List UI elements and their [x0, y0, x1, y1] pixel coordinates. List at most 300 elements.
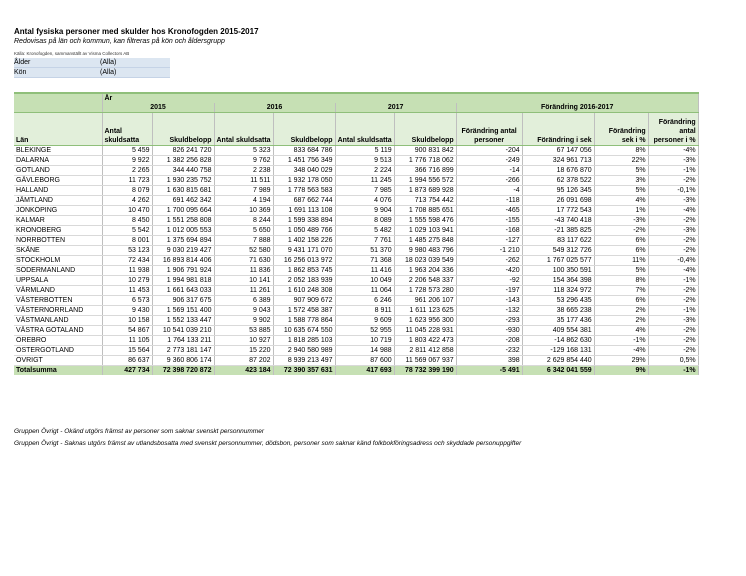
- cell-lan: SÖDERMANLAND: [14, 266, 102, 276]
- cell-lan: ÖREBRO: [14, 336, 102, 346]
- cell-amount-2015: 1 700 095 664: [152, 206, 214, 216]
- cell-amount-2016: 1 691 113 108: [273, 206, 335, 216]
- cell-chg-sek-pct: 2%: [594, 306, 648, 316]
- cell-count-2015: 2 265: [102, 166, 152, 176]
- cell-chg-sek-pct: 4%: [594, 196, 648, 206]
- cell-amount-2015: 1 382 256 828: [152, 156, 214, 166]
- cell-chg-count-pct: -2%: [648, 286, 698, 296]
- filter-table: [14, 58, 170, 78]
- cell-chg-count: -168: [456, 226, 522, 236]
- cell-chg-sek: 18 676 870: [522, 166, 594, 176]
- table-row: [14, 146, 698, 156]
- cell-chg-sek: 2 629 854 440: [522, 356, 594, 366]
- cell-chg-count: -118: [456, 196, 522, 206]
- cell-count-2017: 9 609: [335, 316, 394, 326]
- table-row: [14, 306, 698, 316]
- total-count-2015: 427 734: [102, 366, 152, 376]
- table-row: [14, 236, 698, 246]
- cell-count-2017: 5 482: [335, 226, 394, 236]
- cell-chg-count: -930: [456, 326, 522, 336]
- cell-amount-2015: 1 930 235 752: [152, 176, 214, 186]
- header-ar: År: [102, 93, 698, 103]
- cell-chg-sek-pct: 3%: [594, 176, 648, 186]
- cell-lan: JÄMTLAND: [14, 196, 102, 206]
- cell-count-2017: 9 904: [335, 206, 394, 216]
- cell-chg-count: -420: [456, 266, 522, 276]
- table-row: [14, 286, 698, 296]
- cell-count-2015: 8 079: [102, 186, 152, 196]
- cell-count-2016: 6 389: [214, 296, 273, 306]
- cell-amount-2017: 2 206 548 337: [394, 276, 456, 286]
- cell-count-2016: 9 043: [214, 306, 273, 316]
- cell-count-2015: 8 450: [102, 216, 152, 226]
- cell-chg-sek: 95 126 345: [522, 186, 594, 196]
- cell-chg-count-pct: -4%: [648, 266, 698, 276]
- cell-count-2016: 5 323: [214, 146, 273, 156]
- cell-chg-sek: 62 378 522: [522, 176, 594, 186]
- cell-count-2015: 11 105: [102, 336, 152, 346]
- header-amount-2016: Skuldbelopp: [273, 113, 335, 146]
- total-amount-2016: 72 390 357 631: [273, 366, 335, 376]
- cell-chg-sek-pct: 6%: [594, 296, 648, 306]
- cell-lan: SKÅNE: [14, 246, 102, 256]
- table-row: [14, 196, 698, 206]
- cell-amount-2015: 1 764 133 211: [152, 336, 214, 346]
- cell-count-2016: 4 194: [214, 196, 273, 206]
- cell-chg-sek-pct: 6%: [594, 236, 648, 246]
- cell-amount-2016: 1 572 458 387: [273, 306, 335, 316]
- cell-count-2015: 54 867: [102, 326, 152, 336]
- cell-amount-2016: 1 588 778 864: [273, 316, 335, 326]
- cell-chg-count-pct: -2%: [648, 336, 698, 346]
- cell-chg-count: -262: [456, 256, 522, 266]
- cell-chg-count: -1 210: [456, 246, 522, 256]
- table-row: [14, 206, 698, 216]
- total-row: [14, 366, 698, 376]
- cell-lan: HALLAND: [14, 186, 102, 196]
- cell-count-2015: 4 262: [102, 196, 152, 206]
- table-row: [14, 276, 698, 286]
- cell-amount-2015: 906 317 675: [152, 296, 214, 306]
- cell-count-2017: 8 089: [335, 216, 394, 226]
- table-row: [14, 216, 698, 226]
- cell-count-2016: 10 369: [214, 206, 273, 216]
- table-row: [14, 176, 698, 186]
- cell-chg-sek-pct: 8%: [594, 146, 648, 156]
- cell-amount-2015: 9 030 219 427: [152, 246, 214, 256]
- cell-amount-2016: 1 451 756 349: [273, 156, 335, 166]
- cell-amount-2017: 11 569 067 937: [394, 356, 456, 366]
- cell-amount-2016: 1 862 853 745: [273, 266, 335, 276]
- cell-amount-2017: 9 980 483 796: [394, 246, 456, 256]
- cell-amount-2016: 1 599 338 894: [273, 216, 335, 226]
- cell-chg-sek-pct: 5%: [594, 166, 648, 176]
- cell-count-2017: 11 245: [335, 176, 394, 186]
- cell-amount-2017: 18 023 039 549: [394, 256, 456, 266]
- cell-amount-2015: 691 462 342: [152, 196, 214, 206]
- cell-count-2015: 11 938: [102, 266, 152, 276]
- filter-value-kon[interactable]: (Alla): [100, 68, 170, 78]
- total-amount-2015: 72 398 720 872: [152, 366, 214, 376]
- cell-chg-sek: 154 364 398: [522, 276, 594, 286]
- cell-amount-2015: 826 241 720: [152, 146, 214, 156]
- cell-chg-sek: -43 740 418: [522, 216, 594, 226]
- cell-chg-sek-pct: 5%: [594, 186, 648, 196]
- cell-count-2015: 11 453: [102, 286, 152, 296]
- cell-count-2016: 11 511: [214, 176, 273, 186]
- header-chg-count-pct: Förändring antal personer i %: [648, 113, 698, 146]
- cell-lan: KRONOBERG: [14, 226, 102, 236]
- cell-amount-2017: 1 963 204 336: [394, 266, 456, 276]
- cell-chg-sek: -14 862 630: [522, 336, 594, 346]
- cell-amount-2016: 348 040 029: [273, 166, 335, 176]
- cell-amount-2016: 16 256 013 972: [273, 256, 335, 266]
- total-chg-count-pct: -1%: [648, 366, 698, 376]
- cell-chg-count-pct: -0,4%: [648, 256, 698, 266]
- cell-amount-2015: 1 012 005 553: [152, 226, 214, 236]
- cell-lan: GOTLAND: [14, 166, 102, 176]
- cell-count-2015: 86 637: [102, 356, 152, 366]
- cell-amount-2017: 1 728 573 280: [394, 286, 456, 296]
- header-chg-count: Förändring antal personer: [456, 113, 522, 146]
- cell-amount-2017: 1 873 689 928: [394, 186, 456, 196]
- table-row: [14, 156, 698, 166]
- cell-lan: UPPSALA: [14, 276, 102, 286]
- cell-amount-2016: 2 052 183 939: [273, 276, 335, 286]
- cell-count-2015: 10 470: [102, 206, 152, 216]
- table-row: [14, 256, 698, 266]
- cell-chg-count-pct: -2%: [648, 216, 698, 226]
- cell-chg-sek-pct: 6%: [594, 246, 648, 256]
- cell-count-2016: 2 238: [214, 166, 273, 176]
- table-row: [14, 226, 698, 236]
- cell-count-2015: 15 564: [102, 346, 152, 356]
- cell-chg-sek: 118 324 972: [522, 286, 594, 296]
- source-note: Källa: Kronofogden, sammanställt av Visma Collectors AB: [14, 51, 130, 56]
- cell-chg-count-pct: -3%: [648, 226, 698, 236]
- cell-lan: VÄSTMANLAND: [14, 316, 102, 326]
- table-row: [14, 246, 698, 256]
- cell-chg-sek-pct: 5%: [594, 266, 648, 276]
- filter-label-kon: Kön: [14, 68, 100, 78]
- cell-amount-2017: 366 716 899: [394, 166, 456, 176]
- cell-amount-2017: 1 708 885 651: [394, 206, 456, 216]
- cell-chg-sek: 83 117 622: [522, 236, 594, 246]
- header-blank: [14, 103, 102, 113]
- cell-count-2015: 53 123: [102, 246, 152, 256]
- header-chg-sek: Förändring i sek: [522, 113, 594, 146]
- cell-lan: VÄSTERBOTTEN: [14, 296, 102, 306]
- cell-count-2015: 5 542: [102, 226, 152, 236]
- cell-count-2015: 9 430: [102, 306, 152, 316]
- cell-amount-2016: 9 431 171 070: [273, 246, 335, 256]
- cell-count-2016: 15 220: [214, 346, 273, 356]
- cell-lan: ÖSTERGÖTLAND: [14, 346, 102, 356]
- cell-chg-sek: 100 350 591: [522, 266, 594, 276]
- cell-count-2016: 10 141: [214, 276, 273, 286]
- cell-amount-2017: 1 803 422 473: [394, 336, 456, 346]
- cell-chg-count: -232: [456, 346, 522, 356]
- cell-count-2017: 87 600: [335, 356, 394, 366]
- cell-chg-count-pct: -4%: [648, 146, 698, 156]
- total-count-2017: 417 693: [335, 366, 394, 376]
- cell-chg-sek-pct: 4%: [594, 326, 648, 336]
- cell-chg-sek-pct: -1%: [594, 336, 648, 346]
- cell-lan: NORRBOTTEN: [14, 236, 102, 246]
- cell-amount-2015: 1 569 151 400: [152, 306, 214, 316]
- cell-count-2016: 8 244: [214, 216, 273, 226]
- table-row: [14, 346, 698, 356]
- cell-count-2017: 11 064: [335, 286, 394, 296]
- cell-amount-2016: 1 778 563 583: [273, 186, 335, 196]
- cell-chg-sek: 26 091 698: [522, 196, 594, 206]
- table-row: [14, 336, 698, 346]
- cell-amount-2016: 2 940 580 989: [273, 346, 335, 356]
- cell-count-2017: 5 119: [335, 146, 394, 156]
- header-count-2015: Antal skuldsatta: [102, 113, 152, 146]
- header-chg-sek-pct: Förändring sek i %: [594, 113, 648, 146]
- cell-amount-2017: 1 776 718 062: [394, 156, 456, 166]
- cell-chg-sek: 409 554 381: [522, 326, 594, 336]
- cell-lan: JÖNKÖPING: [14, 206, 102, 216]
- header-corner: [14, 93, 102, 103]
- cell-count-2017: 8 911: [335, 306, 394, 316]
- cell-chg-sek: 53 296 435: [522, 296, 594, 306]
- cell-count-2017: 2 224: [335, 166, 394, 176]
- header-year-2016: 2016: [214, 103, 335, 113]
- cell-chg-sek-pct: 2%: [594, 316, 648, 326]
- cell-amount-2017: 1 994 556 572: [394, 176, 456, 186]
- cell-count-2016: 52 580: [214, 246, 273, 256]
- cell-chg-count-pct: -4%: [648, 206, 698, 216]
- cell-chg-count: -155: [456, 216, 522, 226]
- cell-amount-2016: 8 939 213 497: [273, 356, 335, 366]
- cell-count-2015: 9 922: [102, 156, 152, 166]
- cell-chg-count-pct: -2%: [648, 326, 698, 336]
- cell-lan: STOCKHOLM: [14, 256, 102, 266]
- cell-chg-sek: -129 168 131: [522, 346, 594, 356]
- cell-amount-2015: 1 630 815 681: [152, 186, 214, 196]
- cell-chg-count: -208: [456, 336, 522, 346]
- cell-amount-2016: 1 050 489 766: [273, 226, 335, 236]
- cell-count-2017: 14 988: [335, 346, 394, 356]
- cell-amount-2015: 9 360 806 174: [152, 356, 214, 366]
- header-amount-2017: Skuldbelopp: [394, 113, 456, 146]
- cell-chg-sek-pct: -2%: [594, 226, 648, 236]
- cell-count-2016: 7 888: [214, 236, 273, 246]
- table-row: [14, 186, 698, 196]
- header-year-2015: 2015: [102, 103, 214, 113]
- cell-chg-count-pct: -2%: [648, 246, 698, 256]
- cell-chg-sek: 35 177 436: [522, 316, 594, 326]
- cell-count-2016: 87 202: [214, 356, 273, 366]
- data-table: [14, 92, 699, 375]
- cell-chg-sek: 67 147 056: [522, 146, 594, 156]
- total-lan: Totalsumma: [14, 366, 102, 376]
- cell-amount-2017: 1 029 103 941: [394, 226, 456, 236]
- cell-amount-2015: 10 541 039 210: [152, 326, 214, 336]
- total-chg-sek-pct: 9%: [594, 366, 648, 376]
- cell-count-2016: 53 885: [214, 326, 273, 336]
- cell-chg-count: 398: [456, 356, 522, 366]
- cell-chg-count-pct: -3%: [648, 316, 698, 326]
- cell-lan: ÖVRIGT: [14, 356, 102, 366]
- header-change: Förändring 2016-2017: [456, 103, 698, 113]
- cell-count-2015: 10 158: [102, 316, 152, 326]
- cell-count-2017: 4 076: [335, 196, 394, 206]
- cell-count-2015: 5 459: [102, 146, 152, 156]
- cell-chg-count-pct: -0,1%: [648, 186, 698, 196]
- cell-chg-count-pct: -1%: [648, 166, 698, 176]
- cell-amount-2016: 907 909 672: [273, 296, 335, 306]
- cell-amount-2017: 11 045 228 931: [394, 326, 456, 336]
- report-title: Antal fysiska personer med skulder hos Kronofogden 2015-2017: [14, 27, 259, 36]
- cell-chg-count-pct: 0,5%: [648, 356, 698, 366]
- cell-chg-count-pct: -2%: [648, 176, 698, 186]
- filter-label-alder: Ålder: [14, 58, 100, 68]
- cell-count-2017: 52 955: [335, 326, 394, 336]
- cell-chg-sek-pct: 29%: [594, 356, 648, 366]
- cell-count-2016: 11 261: [214, 286, 273, 296]
- cell-amount-2016: 833 684 786: [273, 146, 335, 156]
- cell-chg-count-pct: -2%: [648, 296, 698, 306]
- table-row: [14, 266, 698, 276]
- header-count-2016: Antal skuldsatta: [214, 113, 273, 146]
- cell-count-2016: 9 762: [214, 156, 273, 166]
- cell-count-2015: 10 279: [102, 276, 152, 286]
- cell-count-2016: 11 836: [214, 266, 273, 276]
- header-lan: Län: [14, 113, 102, 146]
- cell-lan: VÄRMLAND: [14, 286, 102, 296]
- cell-lan: DALARNA: [14, 156, 102, 166]
- cell-chg-count: -127: [456, 236, 522, 246]
- cell-amount-2015: 2 773 181 147: [152, 346, 214, 356]
- cell-count-2017: 6 246: [335, 296, 394, 306]
- cell-chg-count: -143: [456, 296, 522, 306]
- cell-count-2015: 8 001: [102, 236, 152, 246]
- cell-chg-count: -465: [456, 206, 522, 216]
- cell-chg-sek-pct: 7%: [594, 286, 648, 296]
- cell-chg-sek: -21 385 825: [522, 226, 594, 236]
- cell-chg-sek-pct: 22%: [594, 156, 648, 166]
- cell-amount-2016: 1 610 248 308: [273, 286, 335, 296]
- cell-amount-2017: 1 485 275 848: [394, 236, 456, 246]
- cell-chg-count: -132: [456, 306, 522, 316]
- cell-count-2016: 5 650: [214, 226, 273, 236]
- cell-chg-count-pct: -3%: [648, 156, 698, 166]
- cell-chg-count: -197: [456, 286, 522, 296]
- cell-chg-count: -14: [456, 166, 522, 176]
- cell-chg-count: -4: [456, 186, 522, 196]
- cell-amount-2015: 1 551 258 808: [152, 216, 214, 226]
- cell-amount-2015: 1 552 133 447: [152, 316, 214, 326]
- table-row: [14, 166, 698, 176]
- cell-count-2016: 10 927: [214, 336, 273, 346]
- cell-chg-count: -92: [456, 276, 522, 286]
- cell-amount-2016: 687 662 744: [273, 196, 335, 206]
- table-row: [14, 316, 698, 326]
- cell-chg-sek: 17 772 543: [522, 206, 594, 216]
- footnote-saknas: Gruppen Övrigt - Saknas utgörs främst av utlandsbosatta med svenskt personnummer, dödsbon, personer som saknar känd folkbokföringsadress och skyddade personuppgifter: [14, 440, 522, 447]
- cell-count-2016: 9 902: [214, 316, 273, 326]
- table-row: [14, 296, 698, 306]
- cell-chg-sek: 324 961 713: [522, 156, 594, 166]
- cell-count-2017: 10 719: [335, 336, 394, 346]
- cell-amount-2016: 1 818 285 103: [273, 336, 335, 346]
- cell-count-2017: 10 049: [335, 276, 394, 286]
- header-count-2017: Antal skuldsatta: [335, 113, 394, 146]
- cell-amount-2015: 1 906 791 924: [152, 266, 214, 276]
- cell-count-2017: 51 370: [335, 246, 394, 256]
- cell-count-2017: 71 368: [335, 256, 394, 266]
- cell-lan: KALMAR: [14, 216, 102, 226]
- total-chg-sek: 6 342 041 559: [522, 366, 594, 376]
- cell-chg-sek: 1 767 025 577: [522, 256, 594, 266]
- cell-count-2017: 11 416: [335, 266, 394, 276]
- cell-chg-count-pct: -2%: [648, 346, 698, 356]
- cell-chg-count-pct: -1%: [648, 276, 698, 286]
- cell-chg-sek: 38 665 238: [522, 306, 594, 316]
- header-amount-2015: Skuldbelopp: [152, 113, 214, 146]
- cell-amount-2017: 713 754 442: [394, 196, 456, 206]
- cell-chg-count: -249: [456, 156, 522, 166]
- table-row: [14, 356, 698, 366]
- cell-lan: BLEKINGE: [14, 146, 102, 156]
- footnote-okand: Gruppen Övrigt - Okänd utgörs främst av personer som saknar svenskt personnummer: [14, 428, 264, 435]
- cell-count-2015: 11 723: [102, 176, 152, 186]
- cell-chg-sek: 549 312 726: [522, 246, 594, 256]
- cell-amount-2017: 2 811 412 858: [394, 346, 456, 356]
- cell-chg-sek-pct: -4%: [594, 346, 648, 356]
- total-count-2016: 423 184: [214, 366, 273, 376]
- total-chg-count: -5 491: [456, 366, 522, 376]
- filter-value-alder[interactable]: (Alla): [100, 58, 170, 68]
- header-year-2017: 2017: [335, 103, 456, 113]
- cell-lan: GÄVLEBORG: [14, 176, 102, 186]
- cell-amount-2017: 1 623 956 300: [394, 316, 456, 326]
- cell-amount-2015: 1 994 981 818: [152, 276, 214, 286]
- cell-chg-count-pct: -1%: [648, 306, 698, 316]
- cell-chg-sek-pct: 1%: [594, 206, 648, 216]
- cell-amount-2017: 1 611 123 625: [394, 306, 456, 316]
- cell-chg-count: -266: [456, 176, 522, 186]
- cell-count-2017: 9 513: [335, 156, 394, 166]
- cell-lan: VÄSTERNORRLAND: [14, 306, 102, 316]
- cell-amount-2017: 900 831 842: [394, 146, 456, 156]
- cell-lan: VÄSTRA GÖTALAND: [14, 326, 102, 336]
- cell-amount-2017: 1 555 598 476: [394, 216, 456, 226]
- cell-count-2016: 7 989: [214, 186, 273, 196]
- cell-chg-sek-pct: 11%: [594, 256, 648, 266]
- cell-amount-2015: 16 893 814 406: [152, 256, 214, 266]
- cell-amount-2015: 1 375 694 894: [152, 236, 214, 246]
- cell-count-2017: 7 761: [335, 236, 394, 246]
- report-subtitle: Redovisas på län och kommun, kan filtreras på kön och åldersgrupp: [14, 38, 225, 45]
- cell-chg-sek-pct: 8%: [594, 276, 648, 286]
- total-amount-2017: 78 732 399 190: [394, 366, 456, 376]
- cell-amount-2016: 1 402 158 226: [273, 236, 335, 246]
- cell-amount-2015: 1 661 643 033: [152, 286, 214, 296]
- cell-count-2015: 6 573: [102, 296, 152, 306]
- cell-amount-2017: 961 206 107: [394, 296, 456, 306]
- cell-chg-sek-pct: -3%: [594, 216, 648, 226]
- cell-count-2016: 71 630: [214, 256, 273, 266]
- cell-amount-2016: 10 635 674 550: [273, 326, 335, 336]
- cell-chg-count: -293: [456, 316, 522, 326]
- cell-chg-count: -204: [456, 146, 522, 156]
- cell-amount-2016: 1 932 178 050: [273, 176, 335, 186]
- table-row: [14, 326, 698, 336]
